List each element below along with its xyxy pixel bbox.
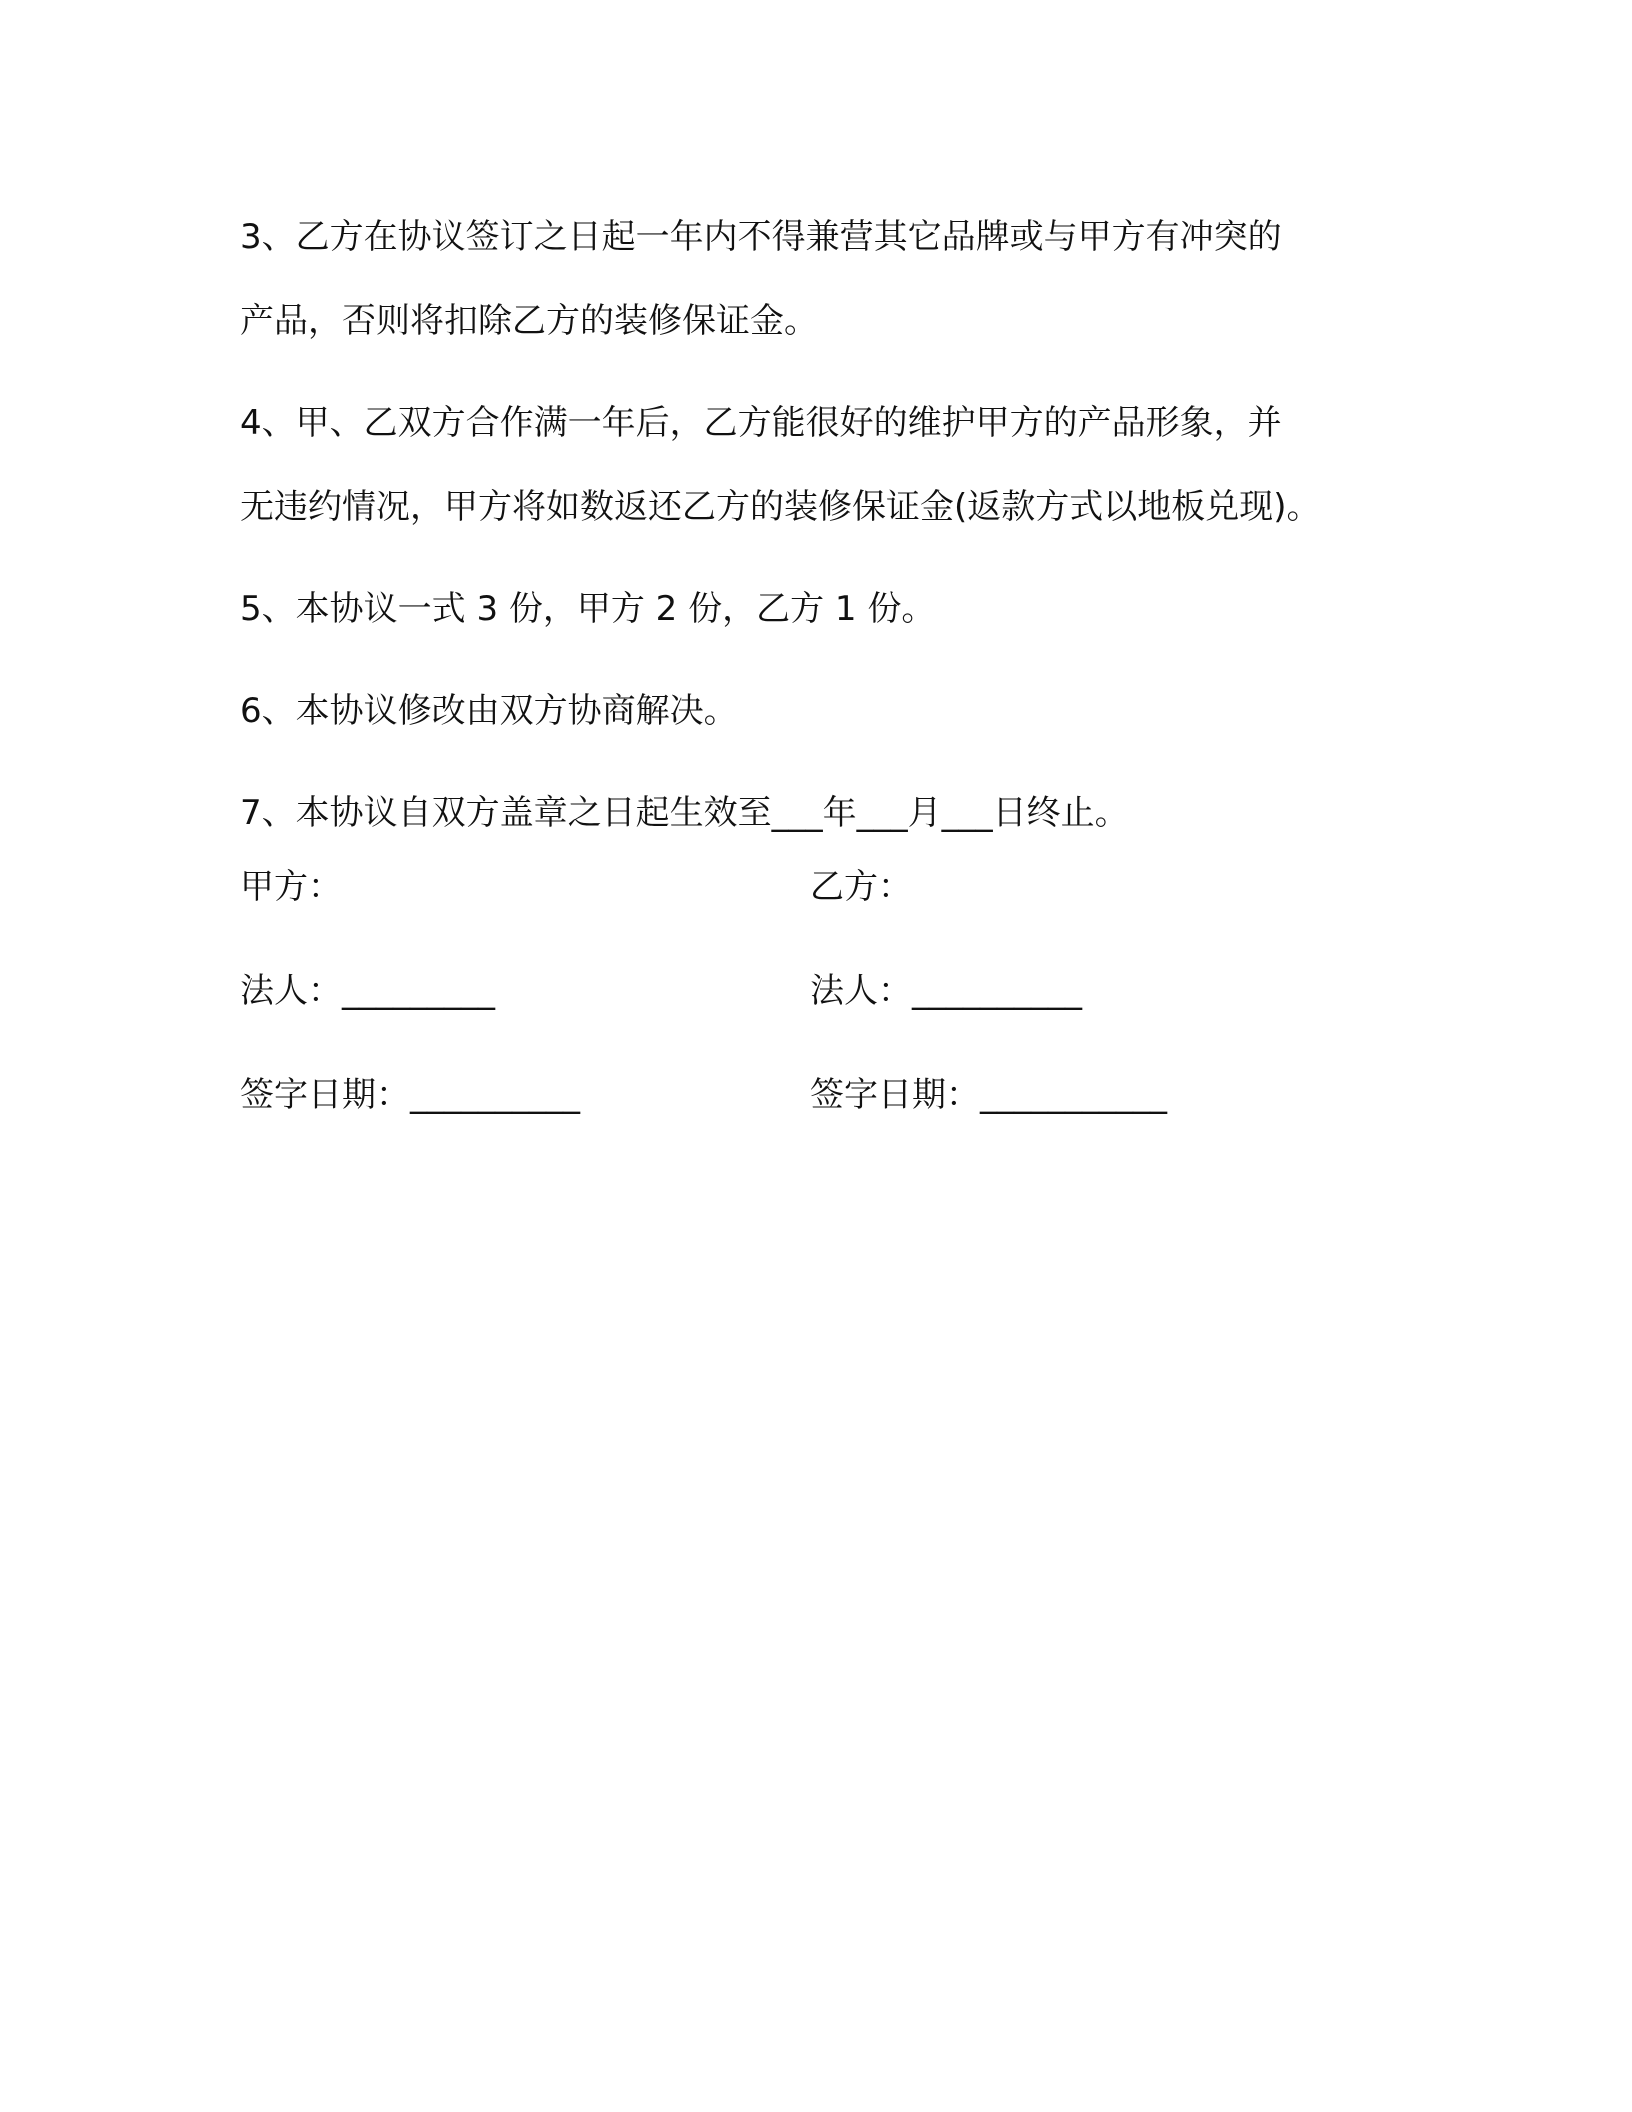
clause-7 bbox=[240, 771, 1420, 855]
clause-4-line-1: 4、甲、乙双方合作满一年后，乙方能很好的维护甲方的产品形象，并 bbox=[240, 403, 1282, 443]
clause-5 bbox=[240, 567, 1420, 651]
clause-5-line-1: 5、本协议一式 3 份，甲方 2 份，乙方 1 份。 bbox=[240, 589, 936, 629]
clause-4-line-2: 无违约情况，甲方将如数返还乙方的装修保证金(返款方式以地板兑现)。 bbox=[240, 487, 1321, 527]
party-b-legal-person-field: 法人：__________ bbox=[810, 971, 1082, 1011]
party-a-sign-date-field: 签字日期：__________ bbox=[240, 1075, 580, 1115]
sign-date-row bbox=[240, 1065, 1340, 1125]
legal-person-row bbox=[240, 961, 1340, 1021]
agreement-clauses bbox=[240, 195, 1420, 873]
party-b-label: 乙方： bbox=[810, 867, 912, 907]
party-a-label: 甲方： bbox=[240, 867, 342, 907]
clause-6-line-1: 6、本协议修改由双方协商解决。 bbox=[240, 691, 738, 731]
party-b-sign-date-field: 签字日期：___________ bbox=[810, 1075, 1167, 1115]
clause-6 bbox=[240, 669, 1420, 753]
clause-7-line-1: 7、本协议自双方盖章之日起生效至___年___月___日终止。 bbox=[240, 793, 1129, 833]
clause-3-line-1: 3、乙方在协议签订之日起一年内不得兼营其它品牌或与甲方有冲突的 bbox=[240, 217, 1282, 257]
party-a-legal-person-field: 法人：_________ bbox=[240, 971, 495, 1011]
clause-4 bbox=[240, 381, 1420, 549]
clause-3-line-2: 产品，否则将扣除乙方的装修保证金。 bbox=[240, 301, 818, 341]
party-label-row bbox=[240, 857, 1340, 917]
clause-3 bbox=[240, 195, 1420, 363]
